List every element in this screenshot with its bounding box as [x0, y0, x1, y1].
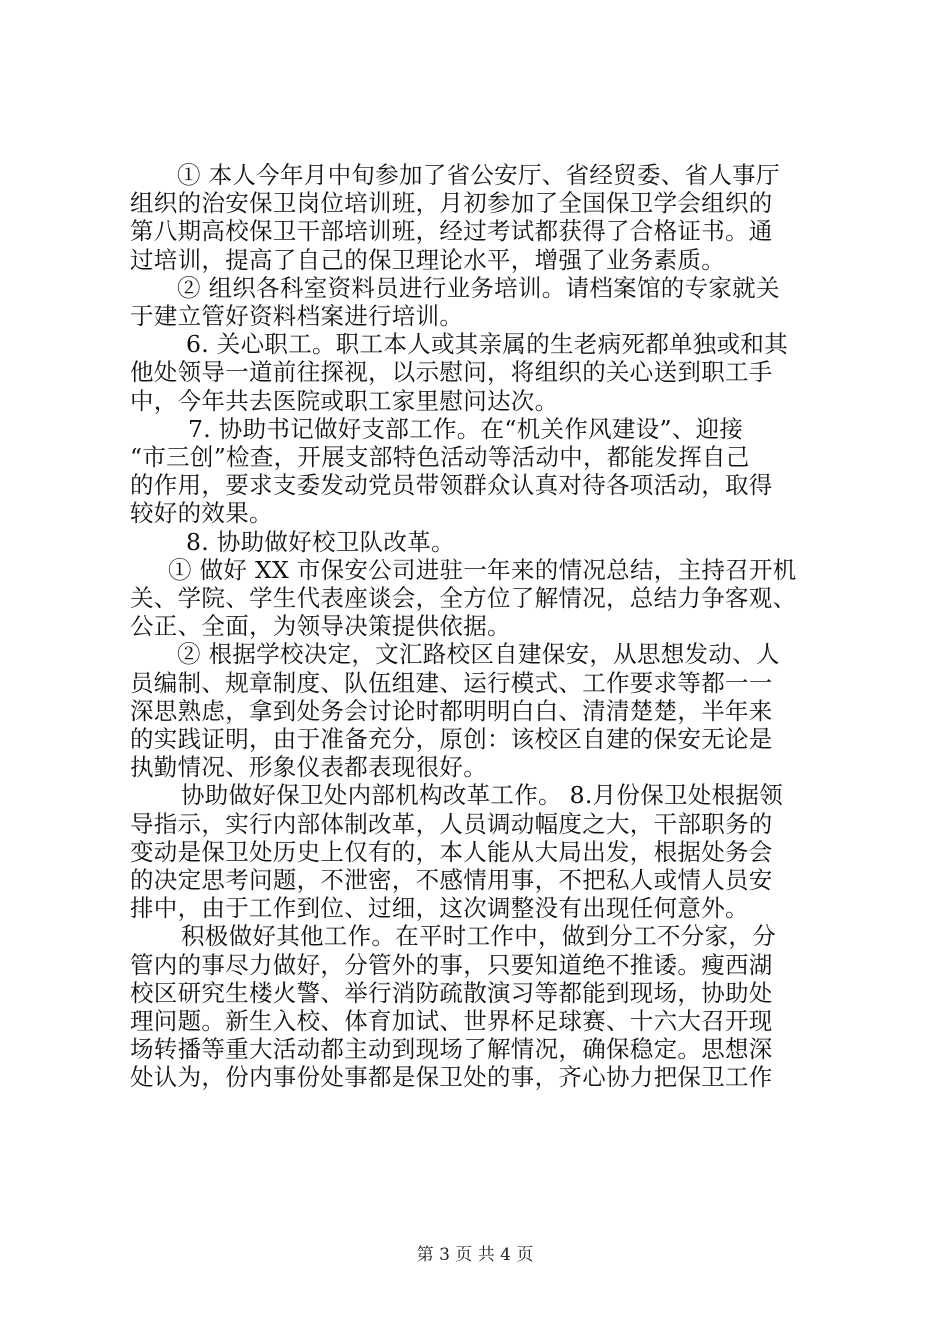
paragraph-line: 管内的事尽力做好，分管外的事，只要知道绝不推诿。瘦西湖: [130, 950, 773, 979]
paragraph-line: 8. 协助做好校卫队改革。: [186, 527, 455, 556]
paragraph-line: 他处领导一道前往探视，以示慰问，将组织的关心送到职工手: [130, 358, 773, 387]
paragraph-line: 变动是保卫处历史上仅有的，本人能从大局出发，根据处务会: [130, 837, 773, 866]
paragraph-line: 组织的治安保卫岗位培训班，月初参加了全国保卫学会组织的: [130, 189, 773, 218]
paragraph-line: 的实践证明，由于准备充分，原创：该校区自建的保安无论是: [130, 725, 773, 753]
paragraph-line: 场转播等重大活动都主动到现场了解情况，确保稳定。思想深: [130, 1035, 773, 1064]
paragraph-line: 执勤情况、形象仪表都表现很好。: [130, 753, 487, 782]
paragraph-line: ② 根据学校决定，文汇路校区自建保安，从思想发动、人: [177, 640, 780, 669]
paragraph-line: 员编制、规章制度、队伍组建、运行模式、工作要求等都一一: [130, 668, 773, 697]
page-number-footer: 第 3 页 共 4 页: [416, 1245, 534, 1265]
paragraph-line: 于建立管好资料档案进行培训。: [130, 302, 464, 330]
paragraph-line: 关、学院、学生代表座谈会，全方位了解情况，总结力争客观、: [130, 584, 797, 612]
paragraph-line: 处认为，份内事份处事都是保卫处的事，齐心协力把保卫工作: [130, 1063, 773, 1092]
paragraph-line: 的作用，要求支委发动党员带领群众认真对待各项活动，取得: [130, 471, 773, 500]
paragraph-line: 校区研究生楼火警、举行消防疏散演习等都能到现场，协助处: [130, 978, 773, 1007]
paragraph-line: 较好的效果。: [130, 499, 273, 528]
paragraph-line: ① 做好 XX 市保安公司进驻一年来的情况总结，主持召开机: [168, 555, 797, 584]
paragraph-line: 中，今年共去医院或职工家里慰问达次。: [130, 386, 559, 415]
paragraph-line: 排中，由于工作到位、过细，这次调整没有出现任何意外。: [130, 894, 749, 923]
paragraph-line: “市三创”检查，开展支部特色活动等活动中，都能发挥自己: [130, 443, 750, 471]
paragraph-line: 导指示，实行内部体制改革，人员调动幅度之大，干部职务的: [130, 809, 773, 838]
paragraph-line: 深思熟虑，拿到处务会讨论时都明明白白、清清楚楚，半年来: [130, 696, 773, 725]
paragraph-line: 积极做好其他工作。在平时工作中，做到分工不分家，分: [181, 922, 776, 951]
paragraph-line: 的决定思考问题，不泄密，不感情用事，不把私人或情人员安: [130, 866, 773, 894]
paragraph-line: 理问题。新生入校、体育加试、世界杯足球赛、十六大召开现: [130, 1007, 773, 1035]
paragraph-line: 协助做好保卫处内部机构改革工作。 8.月份保卫处根据领: [181, 781, 783, 810]
paragraph-line: 过培训，提高了自己的保卫理论水平，增强了业务素质。: [130, 245, 725, 274]
paragraph-line: ② 组织各科室资料员进行业务培训。请档案馆的专家就关: [177, 273, 780, 302]
paragraph-line: 6. 关心职工。职工本人或其亲属的生老病死都单独或和其: [186, 330, 788, 359]
paragraph-line: 第八期高校保卫干部培训班，经过考试都获得了合格证书。通: [130, 217, 773, 246]
paragraph-line: 7. 协助书记做好支部工作。在“机关作风建设”、迎接: [188, 414, 744, 443]
paragraph-line: ① 本人今年月中旬参加了省公安厅、省经贸委、省人事厅: [177, 161, 780, 189]
paragraph-line: 公正、全面，为领导决策提供依据。: [130, 612, 511, 641]
